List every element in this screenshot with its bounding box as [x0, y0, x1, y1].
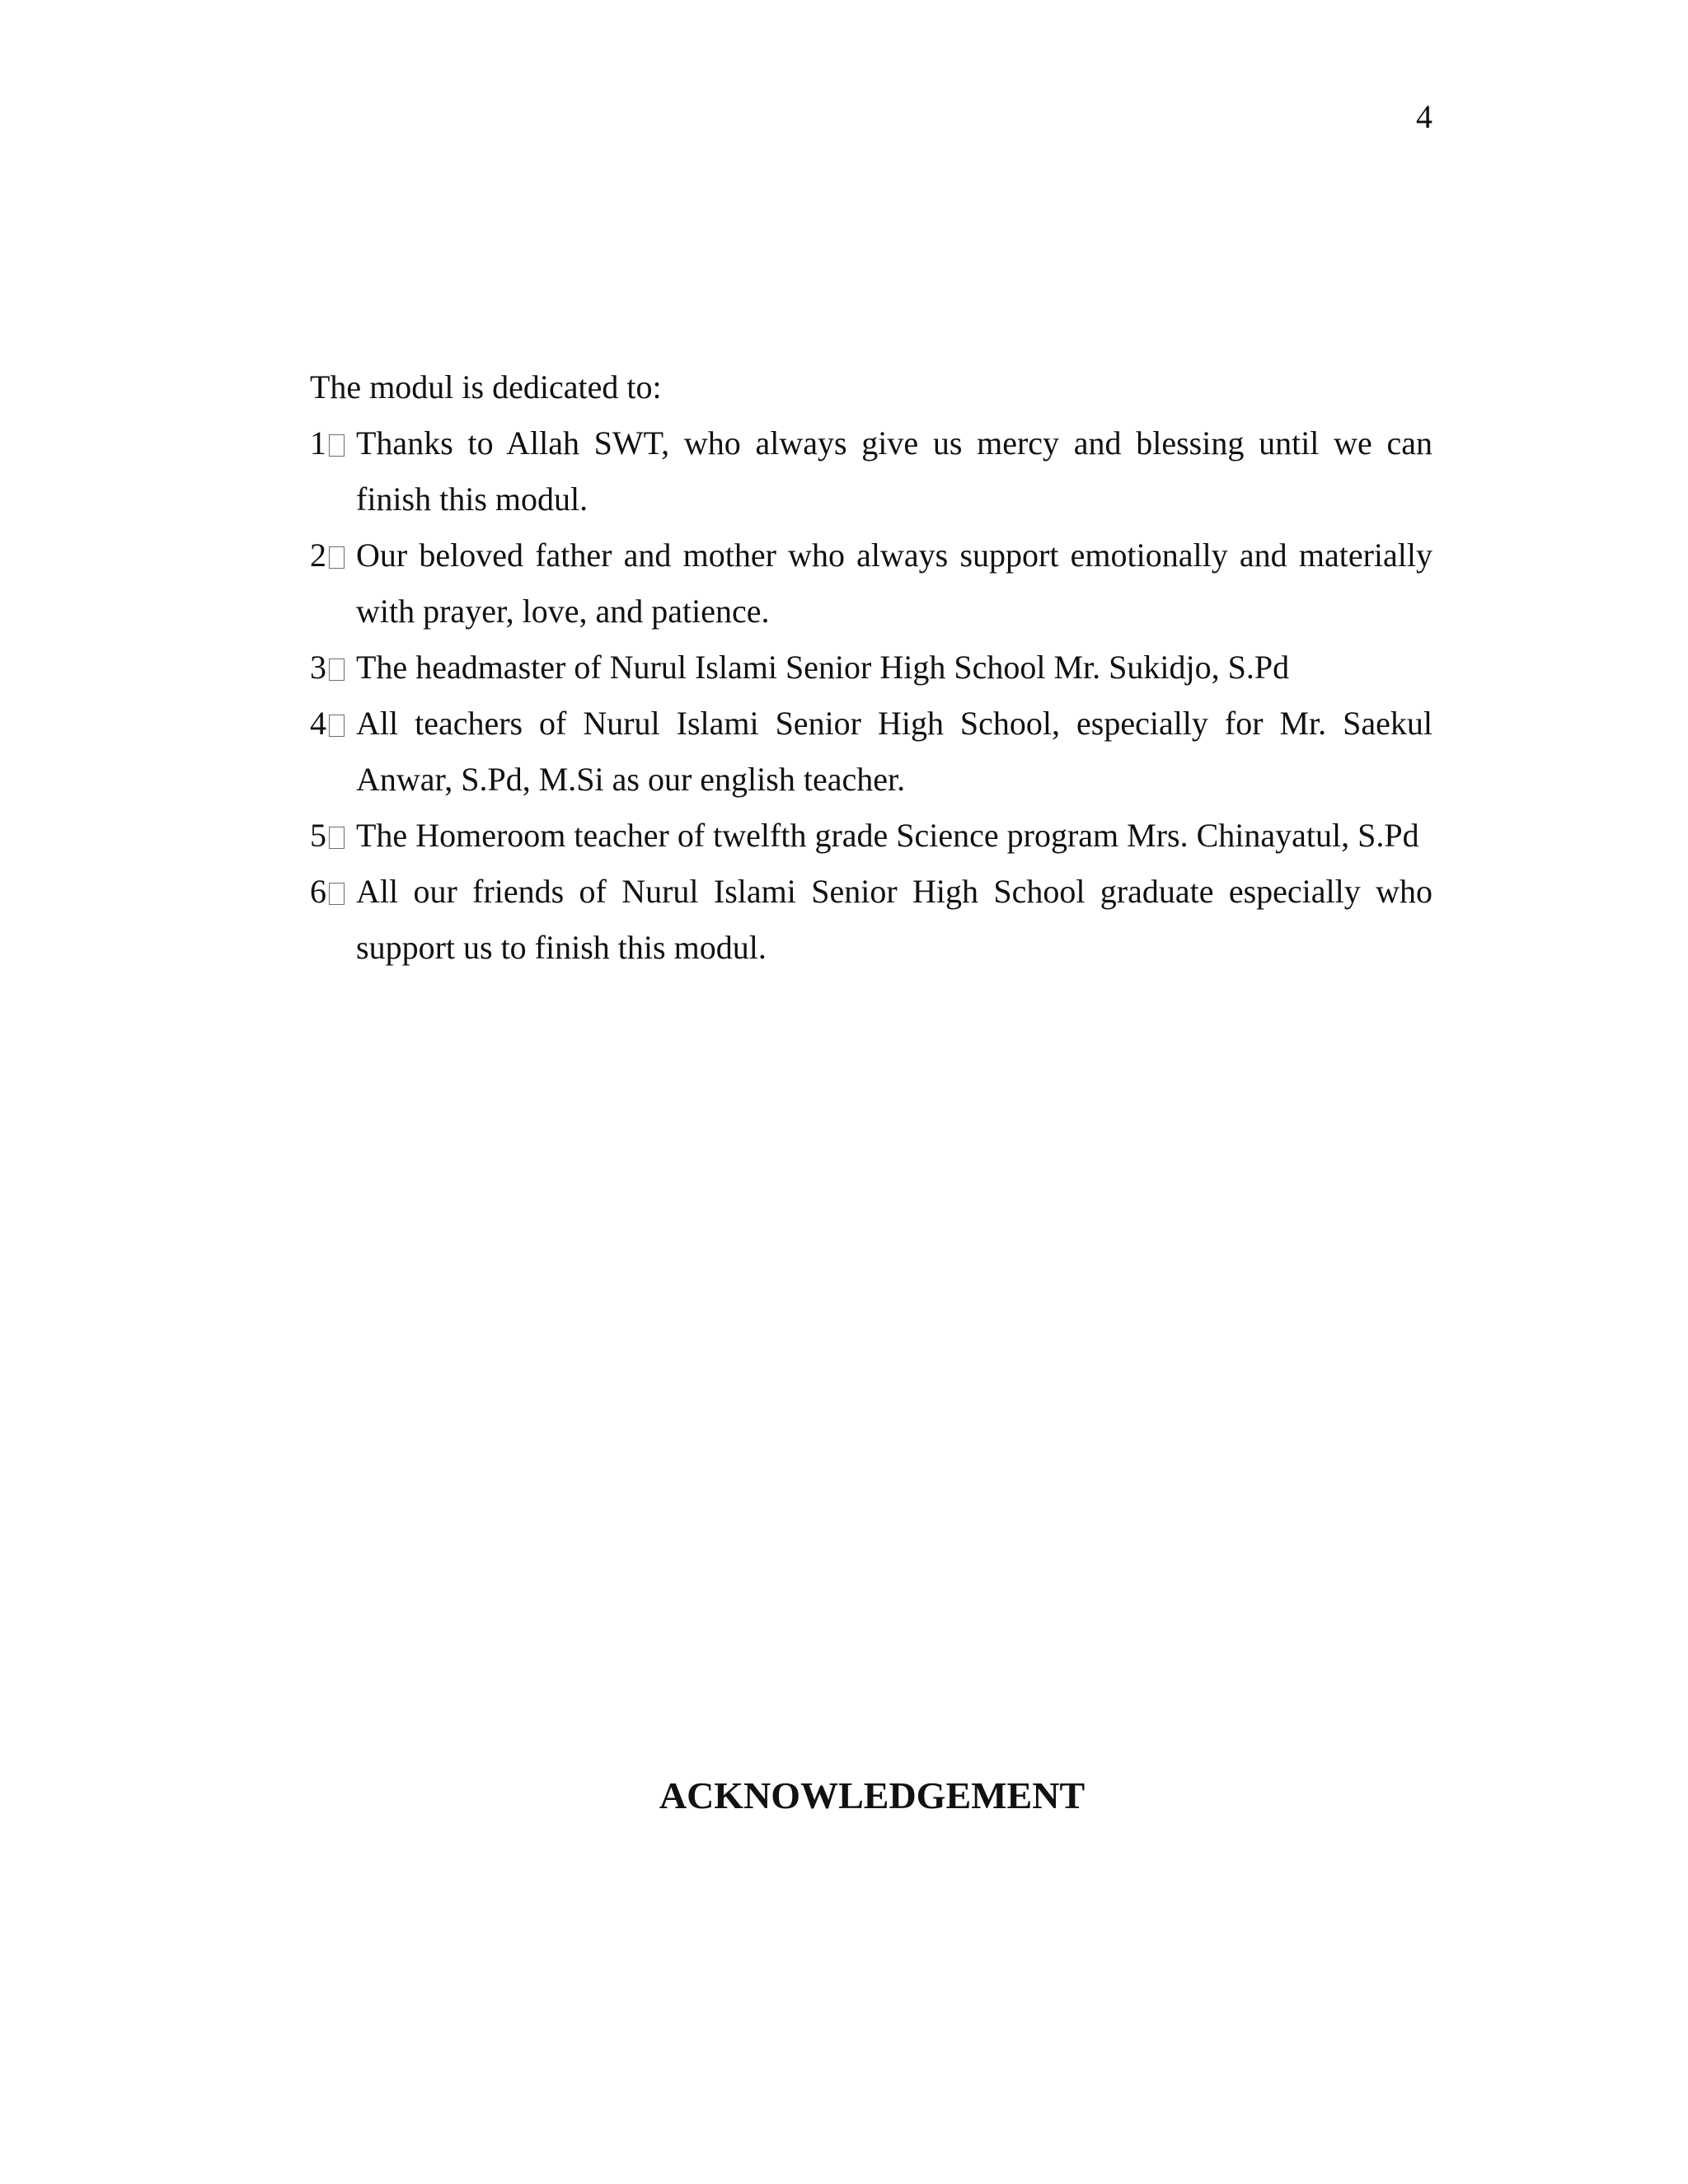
list-item — [310, 864, 1432, 976]
list-marker — [310, 696, 356, 752]
list-number: 4 — [310, 705, 326, 742]
missing-glyph-icon — [329, 883, 345, 905]
list-number: 2 — [310, 537, 326, 574]
list-item — [310, 808, 1432, 864]
missing-glyph-icon — [329, 434, 345, 457]
list-marker — [310, 864, 356, 920]
page-number: 4 — [1416, 98, 1432, 135]
list-number: 5 — [310, 817, 326, 854]
list-marker — [310, 527, 356, 583]
list-item — [310, 696, 1432, 808]
list-item — [310, 527, 1432, 640]
missing-glyph-icon — [329, 546, 345, 569]
list-item-text: All our friends of Nurul Islami Senior High School graduate especially who support us to finish this modul. — [356, 873, 1432, 966]
list-number: 6 — [310, 873, 326, 910]
list-item-text: The Homeroom teacher of twelfth grade Science program Mrs. Chinayatul, S.Pd — [356, 817, 1419, 854]
missing-glyph-icon — [329, 827, 345, 849]
list-item-text: The headmaster of Nurul Islami Senior High School Mr. Sukidjo, S.Pd — [356, 649, 1290, 686]
list-item-text: Our beloved father and mother who always support emotionally and materially with prayer, love, and patience. — [356, 537, 1432, 630]
dedication-intro: The modul is dedicated to: — [310, 368, 662, 405]
acknowledgement-heading: ACKNOWLEDGEMENT — [659, 1774, 1085, 1816]
list-marker — [310, 640, 356, 696]
list-item-text: Thanks to Allah SWT, who always give us mercy and blessing until we can finish this modul. — [356, 424, 1432, 518]
list-marker — [310, 808, 356, 864]
missing-glyph-icon — [329, 715, 345, 737]
dedication-list — [310, 415, 1432, 976]
list-item — [310, 415, 1432, 527]
list-item-text: All teachers of Nurul Islami Senior High School, especially for Mr. Saekul Anwar, S.Pd, M.Si as our english teacher. — [356, 705, 1432, 798]
list-number: 1 — [310, 424, 326, 462]
dedication-section — [310, 359, 1432, 976]
list-number: 3 — [310, 649, 326, 686]
list-marker — [310, 415, 356, 471]
list-item — [310, 640, 1432, 696]
missing-glyph-icon — [329, 658, 345, 681]
